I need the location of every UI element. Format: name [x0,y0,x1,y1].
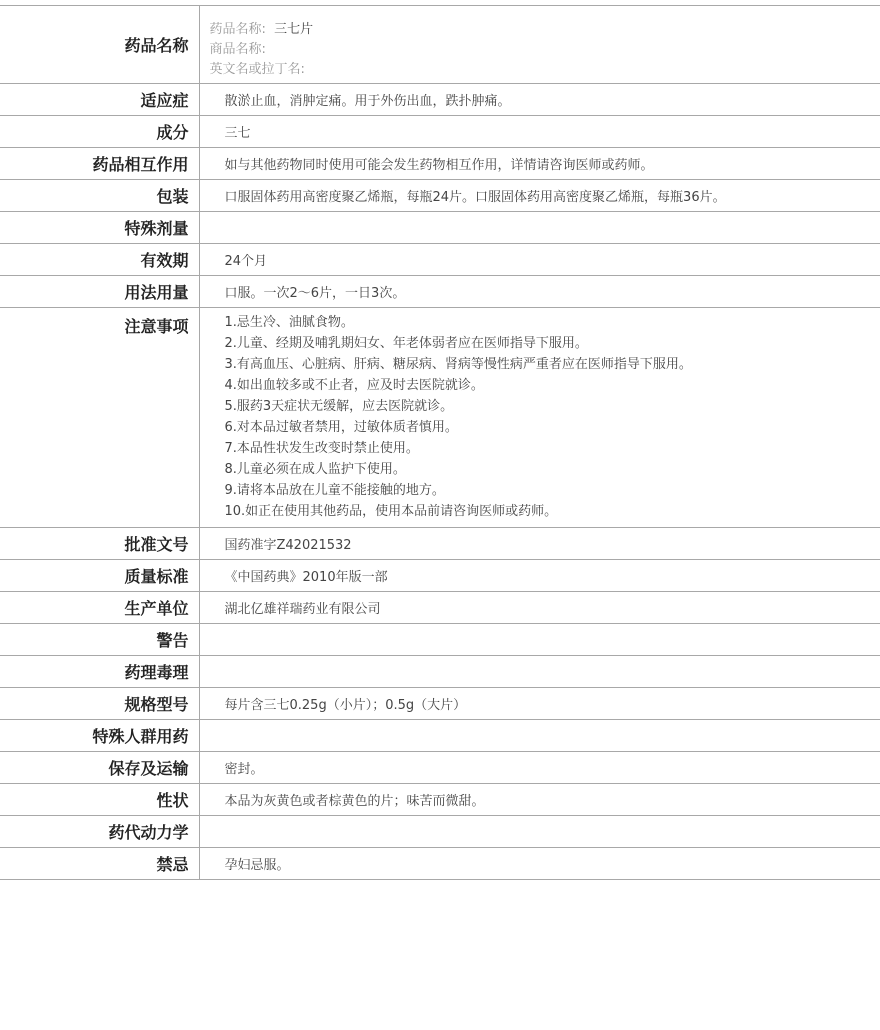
table-row [0,528,880,560]
drug-name-row [0,6,880,84]
row-value [199,816,880,848]
precautions-row [0,308,880,528]
row-label: 禁忌 [0,848,199,880]
row-label: 批准文号 [0,528,199,560]
row-value: 密封。 [199,752,880,784]
list-item: 8.儿童必须在成人监护下使用。 [224,462,406,477]
list-item: 5.服药3天症状无缓解，应去医院就诊。 [224,399,454,414]
generic-name-line [210,20,880,40]
row-value: 口服固体药用高密度聚乙烯瓶，每瓶24片。口服固体药用高密度聚乙烯瓶，每瓶36片。 [199,180,880,212]
table-row [0,784,880,816]
list-item: 9.请将本品放在儿童不能接触的地方。 [224,483,445,498]
table-row [0,816,880,848]
table-row [0,848,880,880]
row-value: 如与其他药物同时使用可能会发生药物相互作用，详情请咨询医师或药师。 [199,148,880,180]
row-value: 24个月 [199,244,880,276]
row-label: 特殊人群用药 [0,720,199,752]
row-label: 警告 [0,624,199,656]
row-label: 生产单位 [0,592,199,624]
row-label: 包装 [0,180,199,212]
row-label: 药品名称 [0,6,199,84]
table-row [0,148,880,180]
drug-info-table [0,5,880,880]
row-value: 散淤止血，消肿定痛。用于外伤出血，跌扑肿痛。 [199,84,880,116]
english-name-line [210,60,880,80]
row-value: 湖北亿雄祥瑞药业有限公司 [199,592,880,624]
row-value: 《中国药典》2010年版一部 [199,560,880,592]
table-row [0,244,880,276]
row-label: 质量标准 [0,560,199,592]
english-name-prefix: 英文名或拉丁名: [209,61,305,77]
list-item: 2.儿童、经期及哺乳期妇女、年老体弱者应在医师指导下服用。 [224,336,588,351]
row-label: 保存及运输 [0,752,199,784]
list-item: 7.本品性状发生改变时禁止使用。 [224,441,419,456]
table-row [0,116,880,148]
list-item: 1.忌生冷、油腻食物。 [224,315,354,330]
table-row [0,656,880,688]
table-row [0,560,880,592]
list-item: 6.对本品过敏者禁用，过敏体质者慎用。 [224,420,458,435]
row-value [199,720,880,752]
table-row [0,276,880,308]
table-row [0,720,880,752]
row-label: 性状 [0,784,199,816]
row-value: 三七 [199,116,880,148]
row-value: 每片含三七0.25g（小片）；0.5g（大片） [199,688,880,720]
row-label: 用法用量 [0,276,199,308]
list-item: 10.如正在使用其他药品，使用本品前请咨询医师或药师。 [224,504,558,519]
list-item: 4.如出血较多或不止者，应及时去医院就诊。 [224,378,484,393]
drug-name-values [199,6,880,84]
generic-name-value: 三七片 [274,21,314,37]
table-row [0,180,880,212]
row-label: 药品相互作用 [0,148,199,180]
row-label: 成分 [0,116,199,148]
table-row [0,84,880,116]
row-value: 口服。一次2～6片，一日3次。 [199,276,880,308]
row-label: 规格型号 [0,688,199,720]
row-label: 药代动力学 [0,816,199,848]
table-row [0,688,880,720]
generic-name-prefix: 药品名称: [209,21,266,37]
row-value [199,624,880,656]
table-row [0,212,880,244]
trade-name-prefix: 商品名称: [209,41,266,57]
row-value [199,656,880,688]
row-value: 本品为灰黄色或者棕黄色的片；味苦而微甜。 [199,784,880,816]
row-label: 特殊剂量 [0,212,199,244]
row-label: 有效期 [0,244,199,276]
trade-name-line [210,40,880,60]
row-label: 药理毒理 [0,656,199,688]
row-value: 国药准字Z42021532 [199,528,880,560]
list-item: 3.有高血压、心脏病、肝病、糖尿病、肾病等慢性病严重者应在医师指导下服用。 [224,357,692,372]
table-row [0,624,880,656]
row-value: 孕妇忌服。 [199,848,880,880]
table-row [0,752,880,784]
row-label: 注意事项 [0,308,199,528]
row-value [199,212,880,244]
precautions-list [199,308,880,528]
table-row [0,592,880,624]
row-label: 适应症 [0,84,199,116]
